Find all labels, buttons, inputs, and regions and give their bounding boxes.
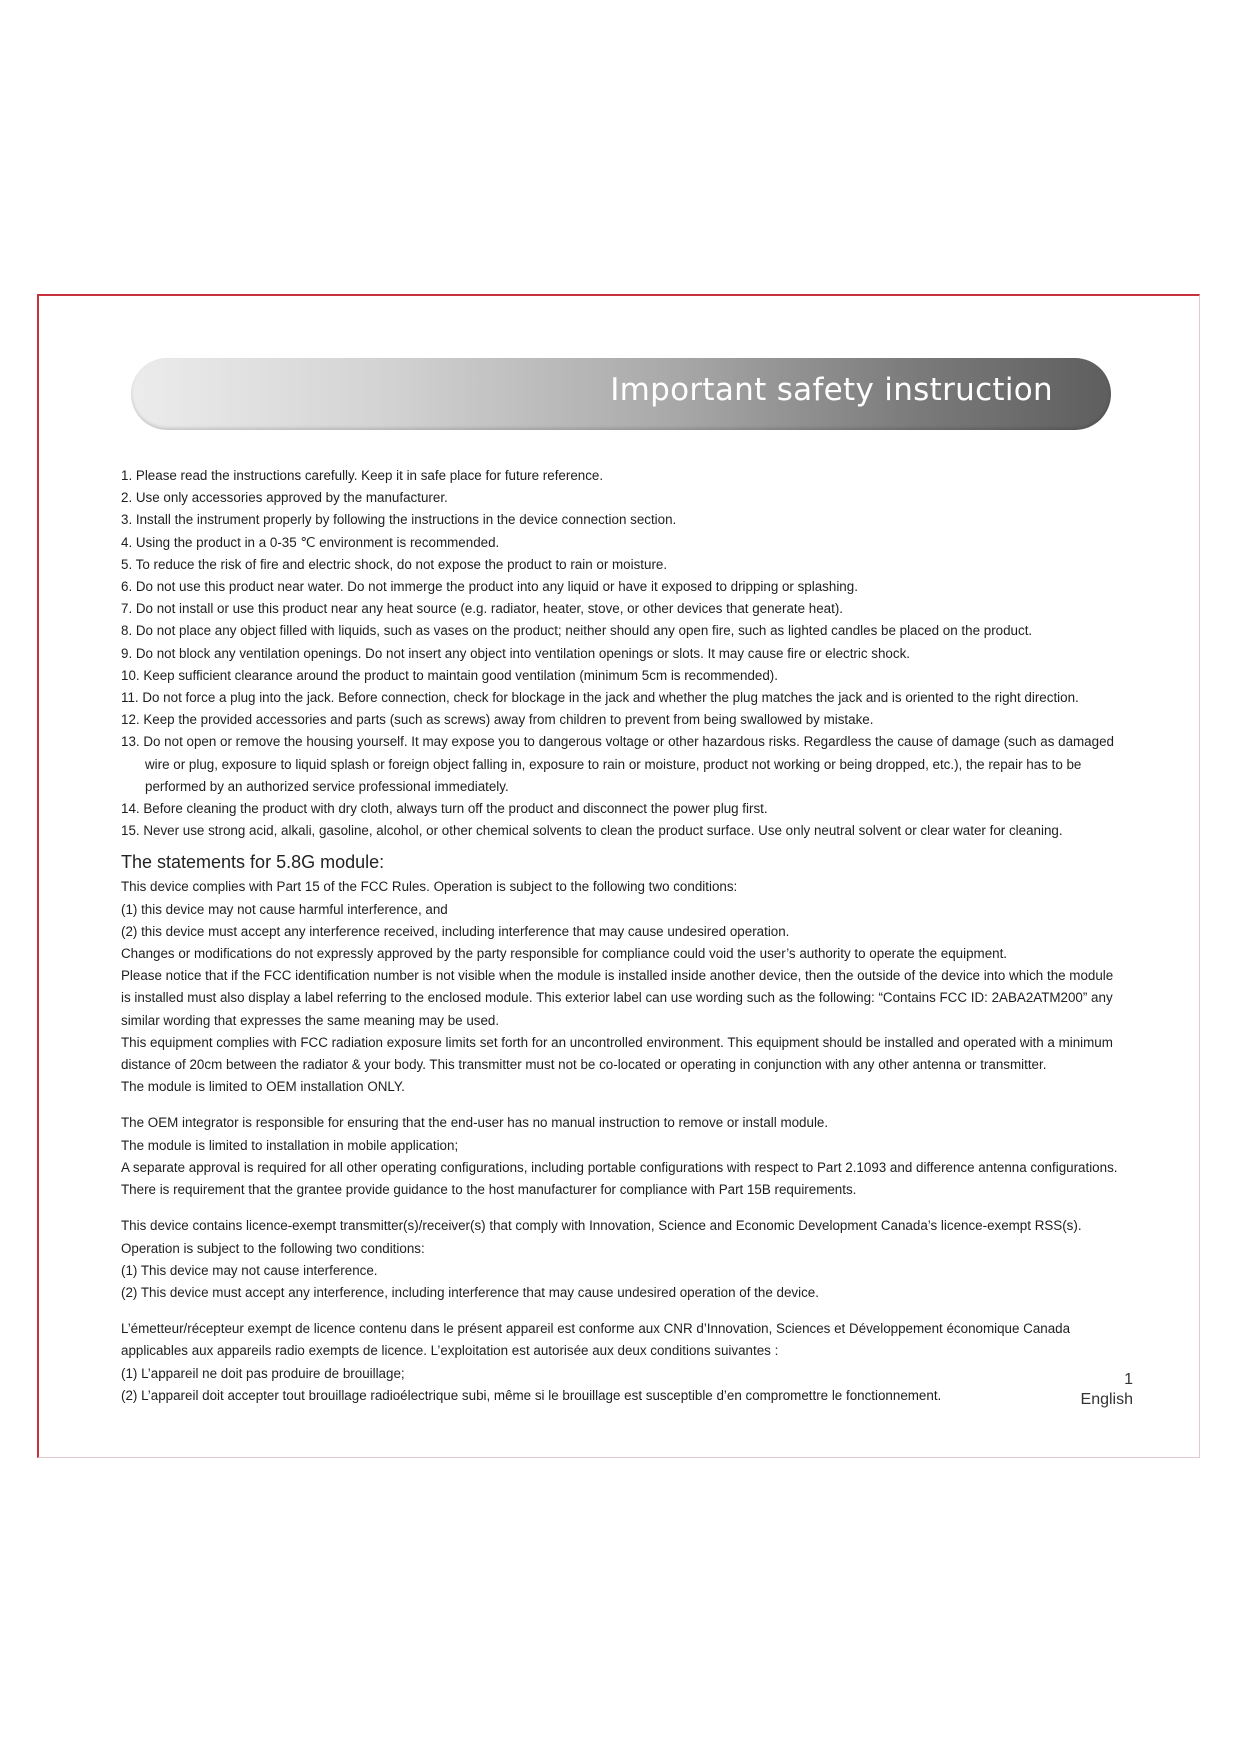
safety-item: 3. Install the instrument properly by following the instructions in the device connection section.: [121, 512, 677, 528]
safety-item: 7. Do not install or use this product near any heat source (e.g. radiator, heater, stove, or other devices that generate heat).: [121, 601, 844, 617]
french-condition-2: (2) L’appareil doit accepter tout brouillage radioélectrique subi, même si le brouillage est susceptible d’en compromettre le fonctionnement.: [121, 1387, 942, 1403]
page-footer: [1081, 1370, 1133, 1410]
safety-item: 12. Keep the provided accessories and parts (such as screws) away from children to prevent from being swallowed by mistake.: [121, 712, 874, 728]
ised-conditions-intro: Operation is subject to the following two conditions:: [121, 1240, 425, 1256]
safety-item: 9. Do not block any ventilation openings. Do not insert any object into ventilation openings or slots. It may cause fire or electric shock.: [121, 645, 910, 661]
safety-item: 6. Do not use this product near water. Do not immerge the product into any liquid or have it exposed to dripping or splashing.: [121, 579, 858, 595]
page-title: Important safety instruction: [610, 372, 1053, 408]
oem-grantee-guidance: There is requirement that the grantee provide guidance to the host manufacturer for compliance with Part 15B requirements.: [121, 1182, 857, 1198]
fcc-statement: This device complies with Part 15 of the FCC Rules. Operation is subject to the following two conditions:: [121, 879, 738, 895]
document-body: [121, 465, 1121, 1407]
fcc-radiation-exposure: This equipment complies with FCC radiation exposure limits set forth for an uncontrolled environment. This equipment should be installed and operated with a minimum distance of 20cm between the radiator & your body. This transmitter must not be co-located or operating in conjunction with any other antenna or transmitter.: [121, 1034, 1113, 1073]
fcc-label-notice: Please notice that if the FCC identification number is not visible when the module is installed inside another device, then the outside of the device into which the module is installed must also display a label referring to the enclosed module. This exterior label can use wording such as the following: “Contains FCC ID: 2ABA2ATM200” any similar wording that expresses the same meaning may be used.: [121, 968, 1114, 1028]
fcc-oem-limit: The module is limited to OEM installation ONLY.: [121, 1079, 405, 1095]
ised-statement: This device contains licence-exempt transmitter(s)/receiver(s) that comply with Innovation, Science and Economic Development Canada’s licence-exempt RSS(s).: [121, 1218, 1082, 1234]
safety-item: 15. Never use strong acid, alkali, gasoline, alcohol, or other chemical solvents to clean the product surface. Use only neutral solvent or clear water for cleaning.: [121, 823, 1063, 839]
fcc-condition-1: (1) this device may not cause harmful interference, and: [121, 901, 448, 917]
french-condition-1: (1) L’appareil ne doit pas produire de brouillage;: [121, 1365, 405, 1381]
fcc-section-title: The statements for 5.8G module:: [121, 852, 385, 873]
oem-integrator-text: The OEM integrator is responsible for ensuring that the end-user has no manual instruction to remove or install module.: [121, 1115, 829, 1131]
safety-item: 4. Using the product in a 0-35 ℃ environment is recommended.: [121, 534, 500, 550]
ised-condition-1: (1) This device may not cause interference.: [121, 1262, 378, 1278]
safety-item: 1. Please read the instructions carefully. Keep it in safe place for future reference.: [121, 468, 604, 483]
safety-item: 13. Do not open or remove the housing yourself. It may expose you to dangerous voltage or other hazardous risks. Regardless the cause of damage (such as damaged wire or plug, exposure to liquid splash or foreign object falling in, exposure to rain or moisture, product not working or being dropped, etc.), the repair has to be performed by an authorized service professional immediately.: [121, 734, 1114, 794]
spacer: [121, 1098, 1121, 1112]
safety-item: 11. Do not force a plug into the jack. Before connection, check for blockage in the jack and whether the plug matches the jack and is oriented to the right direction.: [121, 690, 1079, 706]
page-number: 1: [1124, 1371, 1133, 1388]
safety-item: 5. To reduce the risk of fire and electric shock, do not expose the product to rain or moisture.: [121, 556, 668, 572]
spacer: [121, 1304, 1121, 1318]
fcc-condition-2: (2) this device must accept any interference received, including interference that may cause undesired operation.: [121, 923, 790, 939]
ised-condition-2: (2) This device must accept any interference, including interference that may cause undesired operation of the device.: [121, 1284, 819, 1300]
title-banner: [131, 358, 1111, 430]
fcc-modifications-warning: Changes or modifications do not expressly approved by the party responsible for compliance could void the user’s authority to operate the equipment.: [121, 946, 1008, 962]
oem-mobile-limit: The module is limited to installation in mobile application;: [121, 1137, 459, 1153]
safety-item: 8. Do not place any object filled with liquids, such as vases on the product; neither should any open fire, such as lighted candles be placed on the product.: [121, 623, 1033, 639]
safety-item: 2. Use only accessories approved by the manufacturer.: [121, 490, 448, 506]
safety-item: 10. Keep sufficient clearance around the product to maintain good ventilation (minimum 5cm is recommended).: [121, 667, 778, 683]
page-language: English: [1080, 1391, 1133, 1408]
safety-instructions-list: [121, 465, 1121, 842]
french-statement: L’émetteur/récepteur exempt de licence contenu dans le présent appareil est conforme aux CNR d’Innovation, Sciences et Développement économique Canada applicables aux appareils radio exempts de licence. L’exploitation est autorisée aux deux conditions suivantes :: [121, 1321, 1071, 1359]
oem-separate-approval: A separate approval is required for all other operating configurations, including portable configurations with respect to Part 2.1093 and difference antenna configurations.: [121, 1159, 1118, 1175]
safety-item: 14. Before cleaning the product with dry cloth, always turn off the product and disconnect the power plug first.: [121, 801, 768, 817]
spacer: [121, 1201, 1121, 1215]
